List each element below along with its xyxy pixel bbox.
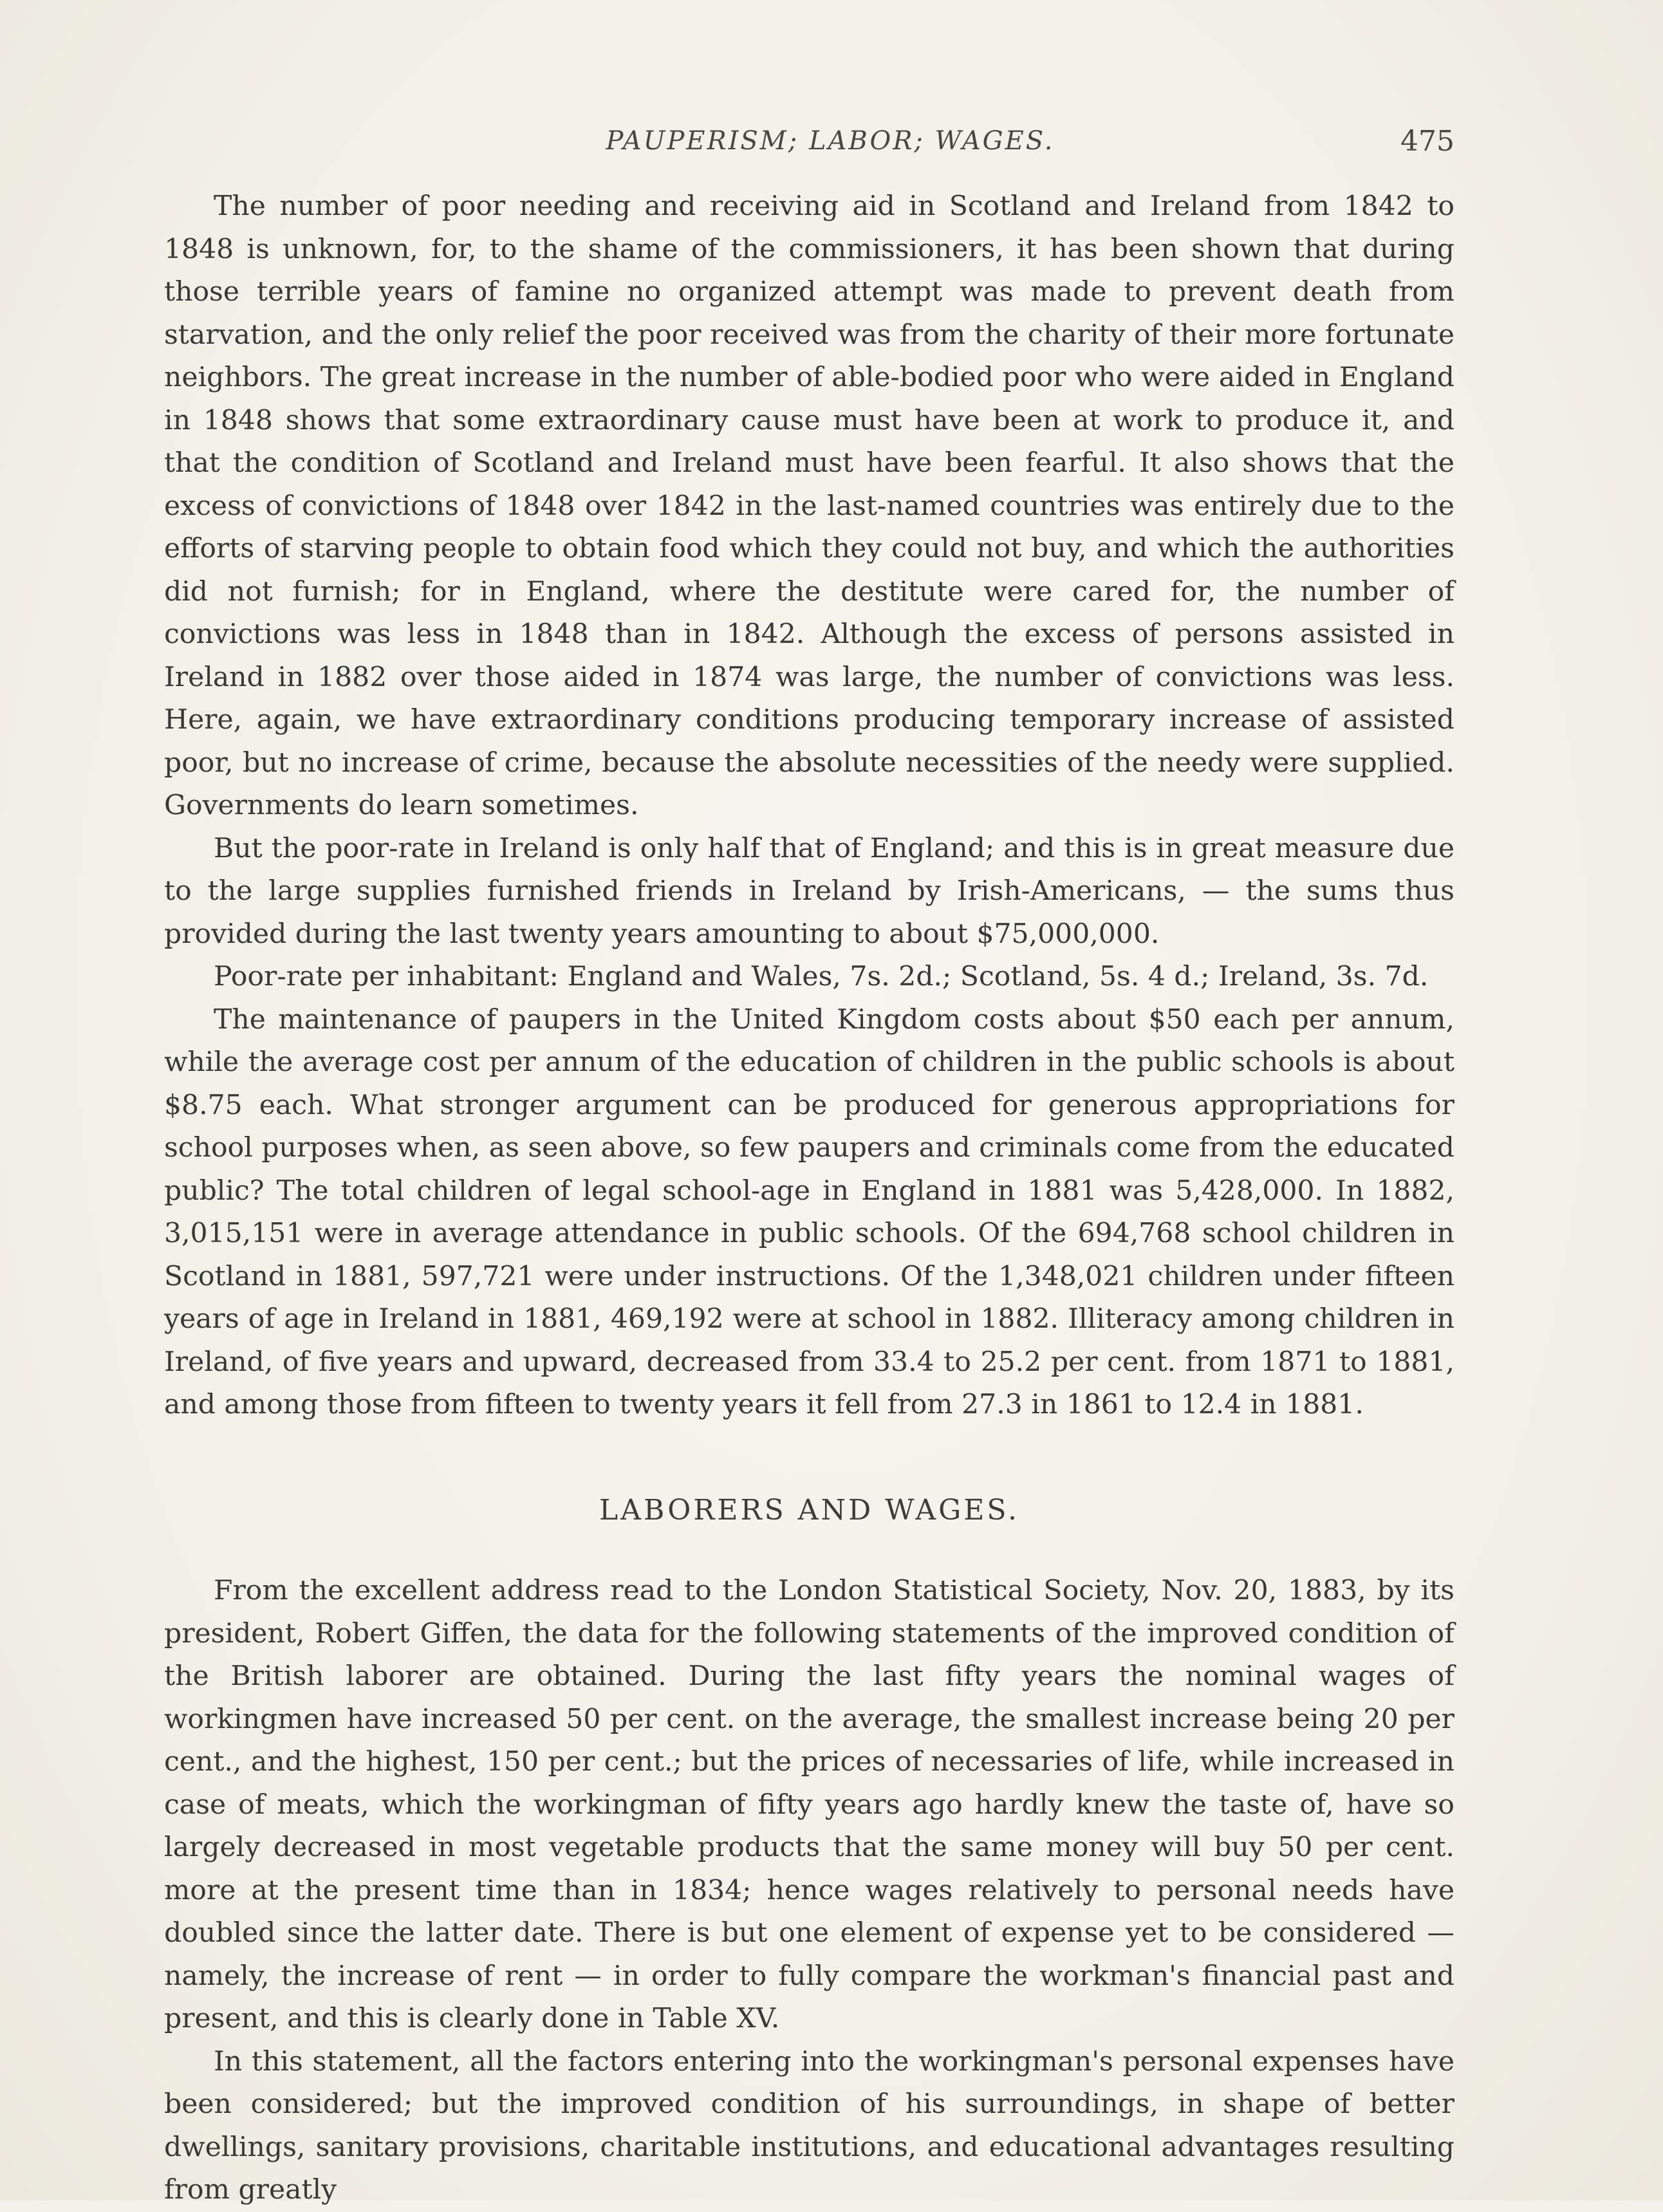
section-heading: LABORERS AND WAGES. [599, 1493, 1019, 1527]
paragraph-statement-factors: In this statement, all the factors entering into the workingman's personal expenses have been considered; but the improved condition of his surroundings, in shape of better dwellings, sanitary provisions, charitable institutions, and educational advantages resulting from greatly [164, 2045, 1454, 2206]
paragraph-maintenance-of-paupers: The maintenance of paupers in the United Kingdom costs about $50 each per annum, while the average cost per annum of the education of children in the public schools is about $8.75 each. What stronger argument can be produced for generous appropriations for school purposes when, as seen above, so few paupers and criminals come from the educated public? The total children of legal school-age in England in 1881 was 5,428,000. In 1882, 3,015,151 were in average attendance in public schools. Of the 694,768 school children in Scotland in 1881, 597,721 were under instructions. Of the 1,348,021 children under fifteen years of age in Ireland in 1881, 469,192 were at school in 1882. Illiteracy among children in Ireland, of five years and upward, decreased from 33.4 to 25.2 per cent. from 1871 to 1881, and among those from fifteen to twenty years it fell from 27.3 in 1861 to 12.4 in 1881. [164, 1003, 1454, 1420]
paragraph-poor-rate-ireland: But the poor-rate in Ireland is only half that of England; and this is in great measure due to the large supplies furnished friends in Ireland by Irish-Americans, — the sums thus provided during the last twenty years amounting to about $75,000,000. [164, 832, 1454, 950]
paragraph-giffen-address: From the excellent address read to the London Statistical Society, Nov. 20, 1883, by its president, Robert Giffen, the data for the following statements of the improved condition of the British laborer are obtained. During the last fifty years the nominal wages of workingmen have increased 50 per cent. on the average, the smallest increase being 20 per cent., and the highest, 150 per cent.; but the prices of necessaries of life, while increased in case of meats, which the workingman of fifty years ago hardly knew the taste of, have so largely decreased in most vegetable products that the same money will buy 50 per cent. more at the present time than in 1834; hence wages relatively to personal needs have doubled since the latter date. There is but one element of expense yet to be considered — namely, the increase of rent — in order to fully compare the workman's financial past and present, and this is clearly done in Table XV. [164, 1575, 1454, 2034]
page-body [164, 185, 1454, 2212]
paragraph-paupers-scotland-ireland: The number of poor needing and receiving aid in Scotland and Ireland from 1842 to 1848 is unknown, for, to the shame of the commissioners, it has been shown that during those terrible years of famine no organized attempt was made to prevent death from starvation, and the only relief the poor received was from the charity of their more fortunate neighbors. The great increase in the number of able-bodied poor who were aided in England in 1848 shows that some extraordinary cause must have been at work to produce it, and that the condition of Scotland and Ireland must have been fearful. It also shows that the excess of convictions of 1848 over 1842 in the last-named countries was entirely due to the efforts of starving people to obtain food which they could not buy, and which the authorities did not furnish; for in England, where the destitute were cared for, the number of convictions was less in 1848 than in 1842. Although the excess of persons assisted in Ireland in 1882 over those aided in 1874 was large, the number of convictions was less. Here, again, we have extraordinary conditions producing temporary increase of assisted poor, but no increase of crime, because the absolute necessities of the needy were supplied. Governments do learn sometimes. [164, 191, 1454, 821]
page-header [206, 121, 1454, 166]
page-number: 475 [1400, 125, 1454, 158]
paragraph-poor-rate-per-inhabitant: Poor-rate per inhabitant: England and Wales, 7s. 2d.; Scotland, 5s. 4 d.; Ireland, 3s. 7d. [214, 961, 1429, 992]
running-title: PAUPERISM; LABOR; WAGES. [606, 126, 1055, 156]
